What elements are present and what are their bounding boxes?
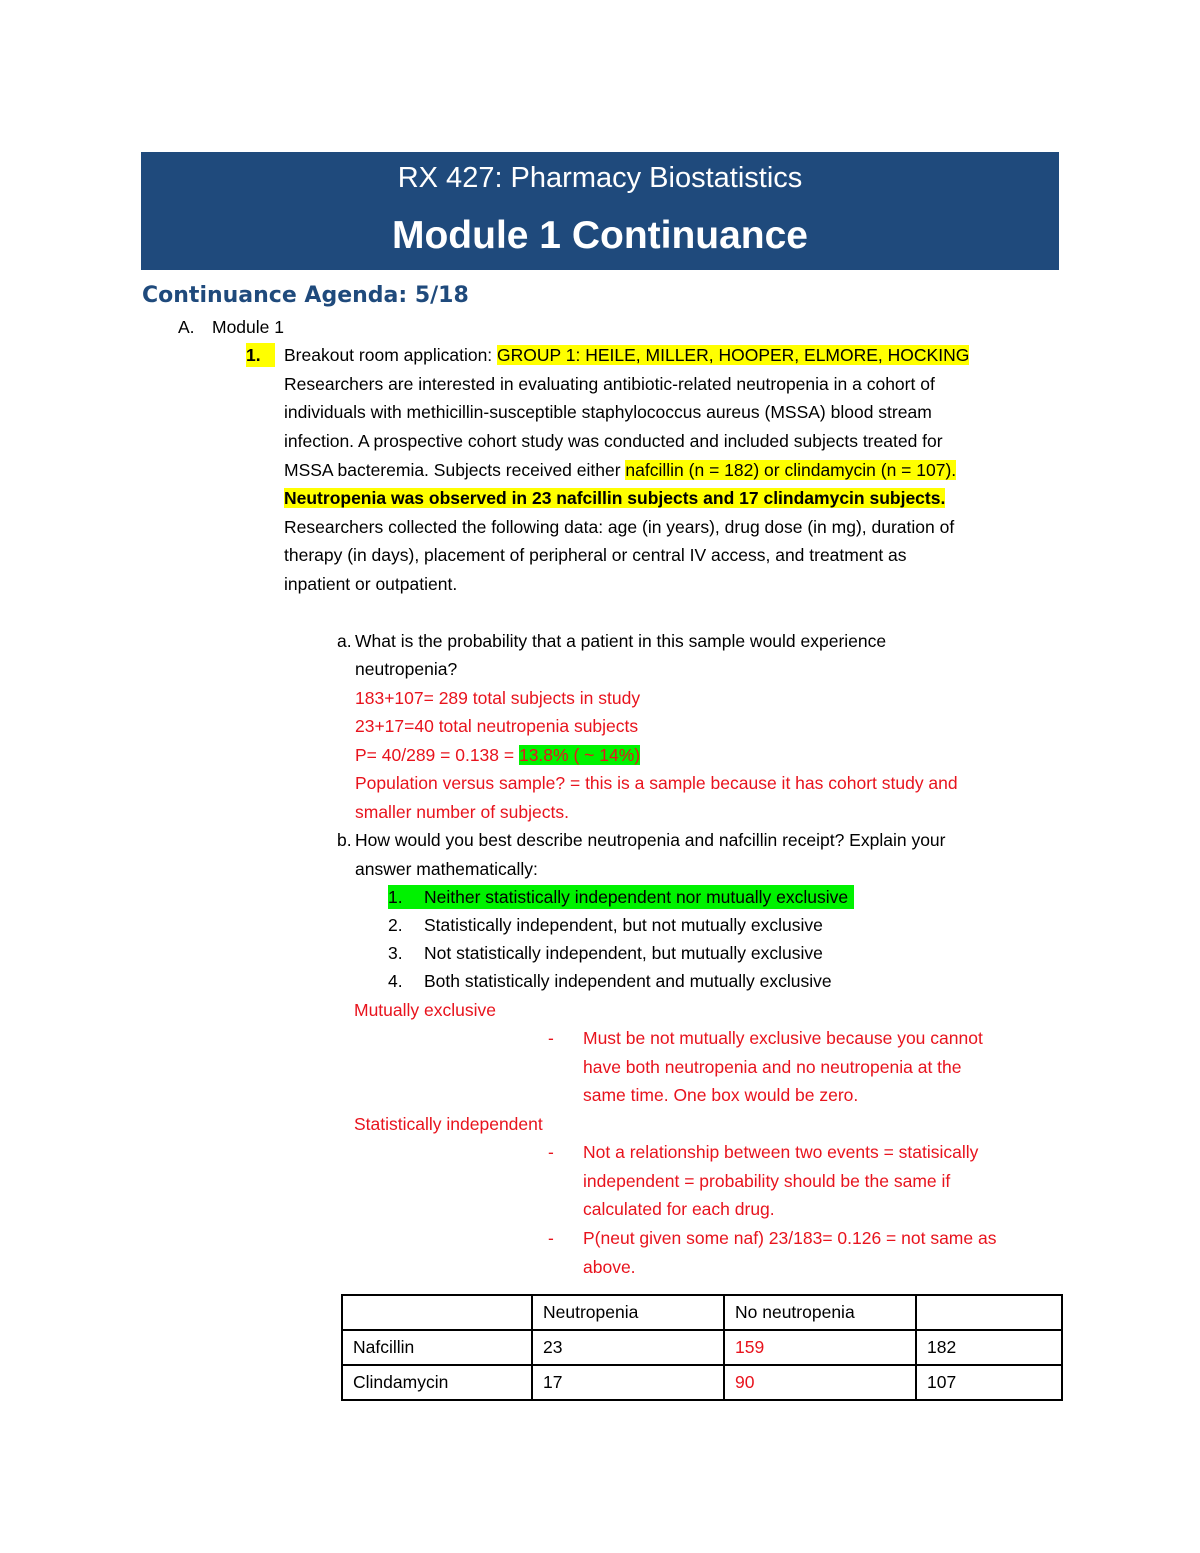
table-header-cell — [342, 1295, 532, 1330]
paragraph-line: inpatient or outpatient. — [284, 574, 458, 594]
explanation-line: P(neut given some naf) 23/183= 0.126 = not same as — [583, 1228, 997, 1248]
option-row — [388, 941, 823, 965]
table-row — [342, 1330, 1062, 1365]
paragraph-line — [284, 486, 945, 510]
table-header-row — [342, 1295, 1062, 1330]
table-header-cell: Neutropenia — [532, 1295, 724, 1330]
bullet-dash: - — [548, 1028, 554, 1048]
option-text: Statistically independent, but not mutually exclusive — [424, 915, 823, 935]
explanation-line: independent = probability should be the same if — [583, 1171, 951, 1191]
no-neutropenia-cell: 159 — [724, 1330, 916, 1365]
total-cell: 107 — [916, 1365, 1062, 1400]
contingency-table — [341, 1294, 1063, 1401]
paragraph-line: infection. A prospective cohort study was conducted and included subjects treated for — [284, 431, 943, 451]
table-row — [342, 1365, 1062, 1400]
paragraph-line — [284, 458, 956, 482]
question-a-text: What is the probability that a patient in this sample would experience — [355, 631, 887, 651]
drug-cell: Clindamycin — [342, 1365, 532, 1400]
option-number: 4. — [388, 971, 403, 991]
stat-independent-heading: Statistically independent — [354, 1114, 543, 1134]
total-cell: 182 — [916, 1330, 1062, 1365]
question-a-text: neutropenia? — [355, 659, 458, 679]
question-b-text: How would you best describe neutropenia and nafcillin receipt? Explain your — [355, 830, 946, 850]
bullet-dash: - — [548, 1142, 554, 1162]
option-number: 3. — [388, 943, 403, 963]
section-marker: A. — [178, 317, 195, 337]
answer-line: 183+107= 289 total subjects in study — [355, 688, 641, 708]
neutropenia-cell: 23 — [532, 1330, 724, 1365]
module-title: Module 1 Continuance — [391, 214, 808, 257]
neutropenia-counts: Neutropenia was observed in 23 nafcillin subjects and 17 clindamycin subjects. — [284, 488, 946, 508]
paragraph-line: Researchers collected the following data: age (in years), drug dose (in mg), duration of — [284, 517, 955, 537]
question-a-marker: a. — [337, 631, 352, 651]
probability-result: 13.8% ( ~ 14%) — [518, 745, 641, 765]
option-number: 1. — [388, 887, 403, 907]
option-text: Neither statistically independent nor mutually exclusive — [424, 887, 849, 907]
item-marker: 1. — [246, 343, 275, 367]
paragraph-line: Researchers are interested in evaluating antibiotic-related neutropenia in a cohort of — [284, 374, 935, 394]
option-number: 2. — [388, 915, 403, 935]
breakout-label: Breakout room application: — [284, 345, 498, 365]
drug-cell: Nafcillin — [342, 1330, 532, 1365]
bullet-dash: - — [548, 1228, 554, 1248]
drug-counts: nafcillin (n = 182) or clindamycin (n = 107). — [625, 460, 957, 480]
section-label: Module 1 — [212, 317, 284, 337]
answer-line: 23+17=40 total neutropenia subjects — [355, 716, 639, 736]
explanation-line: have both neutropenia and no neutropenia at the — [583, 1057, 962, 1077]
table-header-cell: No neutropenia — [724, 1295, 916, 1330]
neutropenia-cell: 17 — [532, 1365, 724, 1400]
question-b-marker: b. — [337, 830, 352, 850]
table-header-cell — [916, 1295, 1062, 1330]
explanation-line: calculated for each drug. — [583, 1199, 775, 1219]
option-row-selected — [388, 885, 854, 909]
paragraph-line: individuals with methicillin-susceptible staphylococcus aureus (MSSA) blood stream — [284, 402, 932, 422]
option-text: Both statistically independent and mutually exclusive — [424, 971, 832, 991]
option-text: Not statistically independent, but mutually exclusive — [424, 943, 823, 963]
question-b-text: answer mathematically: — [355, 859, 538, 879]
probability-line — [355, 743, 640, 767]
header-banner — [141, 152, 1059, 270]
population-note: smaller number of subjects. — [355, 802, 569, 822]
population-note: Population versus sample? = this is a sample because it has cohort study and — [355, 773, 958, 793]
course-title: RX 427: Pharmacy Biostatistics — [397, 162, 803, 194]
option-row — [388, 969, 832, 993]
breakout-line — [284, 343, 969, 367]
explanation-line: same time. One box would be zero. — [583, 1085, 859, 1105]
mutually-exclusive-heading: Mutually exclusive — [354, 1000, 496, 1020]
explanation-line: above. — [583, 1257, 636, 1277]
option-row — [388, 913, 823, 937]
explanation-line: Not a relationship between two events = statisically — [583, 1142, 979, 1162]
group-names: GROUP 1: HEILE, MILLER, HOOPER, ELMORE, HOCKING — [497, 345, 970, 365]
agenda-title: Continuance Agenda: 5/18 — [142, 283, 469, 308]
paragraph-line: therapy (in days), placement of peripheral or central IV access, and treatment as — [284, 545, 907, 565]
no-neutropenia-cell: 90 — [724, 1365, 916, 1400]
paragraph-text: MSSA bacteremia. Subjects received either — [284, 460, 626, 480]
explanation-line: Must be not mutually exclusive because you cannot — [583, 1028, 983, 1048]
probability-calc: P= 40/289 = 0.138 = — [355, 745, 519, 765]
